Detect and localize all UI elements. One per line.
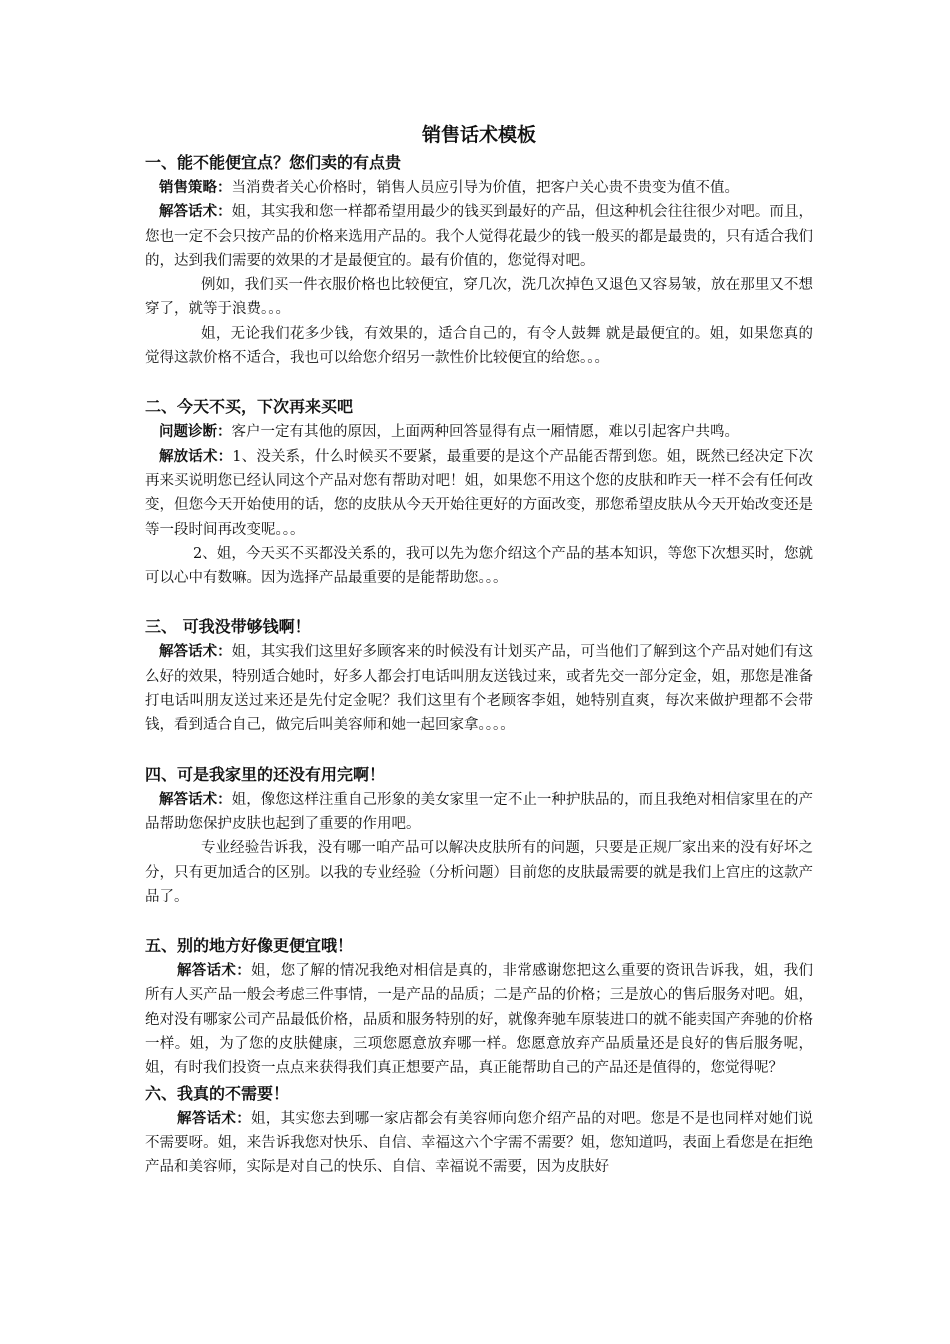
section-6-answer: [145, 1107, 813, 1180]
strategy-text: 当消费者关心价格时，销售人员应引导为价值，把客户关心贵不贵变为值不值。: [231, 180, 739, 196]
section-2-diagnosis: [145, 420, 813, 444]
answer-text: 1、没关系，什么时候买不要紧，最重要的是这个产品能否帮到您。姐，既然已经决定下次再来买说明您已经认同这个产品对您有帮助对吧！姐，如果您不用这个您的皮肤和昨天一样不会有任何改变，但您今天开始使用的话，您的皮肤从今天开始往更好的方面改变，那您希望皮肤从今天开始改变还是等一段时间再改变呢。。。: [145, 448, 813, 538]
section-1-paragraph-2: 例如，我们买一件衣服价格也比较便宜，穿几次，洗几次掉色又退色又容易皱，放在那里又不想穿了，就等于浪费。。。: [145, 277, 813, 318]
document-title: 销售话术模板: [421, 124, 536, 146]
section-3-heading: 三、 可我没带够钱啊！: [145, 617, 311, 637]
answer-label: 解放话术：: [159, 448, 233, 465]
answer-text: 姐，其实我们这里好多顾客来的时候没有计划买产品，可当他们了解到这个产品对她们有这么好的效果，特别适合她时，好多人都会打电话叫朋友送钱过来，或者先交一部分定金，姐，那您是准备打电话叫朋友送过来还是先付定金呢？我们这里有个老顾客李姐，她特别直爽，每次来做护理都不会带钱，看到适合自己，做完后叫美容师和她一起回家拿。。。。: [145, 644, 813, 734]
answer-text: 姐，您了解的情况我绝对相信是真的，非常感谢您把这么重要的资讯告诉我，姐，我们所有人买产品一般会考虑三件事情，一是产品的品质；二是产品的价格；三是放心的售后服务对吧。姐，绝对没有哪家公司产品最低价格，品质和服务特别的好，就像奔驰车原装进口的就不能卖国产奔驰的价格一样。姐，为了您的皮肤健康，三项您愿意放弃哪一样。您愿意放弃产品质量还是良好的售后服务呢，姐，有时我们投资一点点来获得我们真正想要产品，真正能帮助自己的产品还是值得的，您觉得呢？: [145, 963, 814, 1077]
answer-label: 解答话术：: [159, 791, 232, 808]
section-5-answer: [145, 959, 813, 1080]
section-3-answer: [145, 640, 813, 737]
spacer: [145, 370, 813, 394]
document-page: [145, 120, 813, 1180]
section-4-paragraph-2: 专业经验告诉我，没有哪一咱产品可以解决皮肤所有的问题，只要是正规厂家出来的没有好坏之分，只有更加适合的区别。以我的专业经验（分析问题）目前您的皮肤最需要的就是我们上宫庄的这款产品了。: [145, 840, 813, 905]
section-2-heading: 二、今天不买，下次再来买吧: [145, 397, 354, 417]
diagnosis-label: 问题诊断：: [159, 424, 232, 441]
spacer: [145, 909, 813, 933]
answer-text: 姐，其实我和您一样都希望用最少的钱买到最好的产品，但这种机会往往很少对吧。而且，您也一定不会只按产品的价格来选用产品的。我个人觉得花最少的钱一般买的都是最贵的，只有适合我们的，达到我们需要的效果的才是最便宜的。最有价值的，您觉得对吧。: [145, 204, 813, 269]
answer-text: 姐，像您这样注重自己形象的美女家里一定不止一种护肤品的，而且我绝对相信家里在的产品帮助您保护皮肤也起到了重要的作用吧。: [145, 791, 813, 832]
section-1-answer: [145, 200, 813, 273]
answer-label: 解答话术：: [177, 963, 251, 980]
section-5-heading: 五、别的地方好像更便宜哦！: [145, 936, 354, 956]
diagnosis-text: 客户一定有其他的原因，上面两种回答显得有点一厢情愿，难以引起客户共鸣。: [231, 424, 739, 441]
section-1-paragraph-3: 姐，无论我们花多少钱，有效果的，适合自己的，有令人鼓舞 就是最便宜的。姐，如果您真的觉得这款价格不适合，我也可以给您介绍另一款性价比较便宜的给您。。。: [145, 325, 813, 367]
section-4-heading: 四、可是我家里的还没有用完啊！: [145, 764, 386, 784]
answer-label: 解答话术：: [159, 644, 232, 661]
section-2-answer: [145, 445, 813, 542]
spacer: [145, 738, 813, 762]
strategy-label: 销售策略：: [159, 180, 232, 196]
spacer: [145, 590, 813, 614]
answer-label: 解答话术：: [177, 1110, 251, 1127]
section-2-paragraph-2: 2、姐，今天买不买都没关系的，我可以先为您介绍这个产品的基本知识，等您下次想买时，您就可以心中有数嘛。因为选择产品最重要的是能帮助您。。。: [145, 545, 813, 587]
answer-label: 解答话术：: [159, 204, 232, 221]
answer-text: 姐，其实您去到哪一家店都会有美容师向您介绍产品的对吧。您是不是也同样对她们说不需要呀。姐，来告诉我您对快乐、自信、幸福这六个字需不需要？姐，您知道吗，表面上看您是在拒绝产品和美容师，实际是对自己的快乐、自信、幸福说不需要，因为皮肤好: [145, 1110, 814, 1176]
section-4-answer: [145, 788, 813, 837]
section-1-heading: 一、能不能便宜点？您们卖的有点贵: [145, 153, 402, 172]
section-6-heading: 六、我真的不需要！: [145, 1083, 290, 1103]
section-1-strategy: [145, 176, 813, 200]
